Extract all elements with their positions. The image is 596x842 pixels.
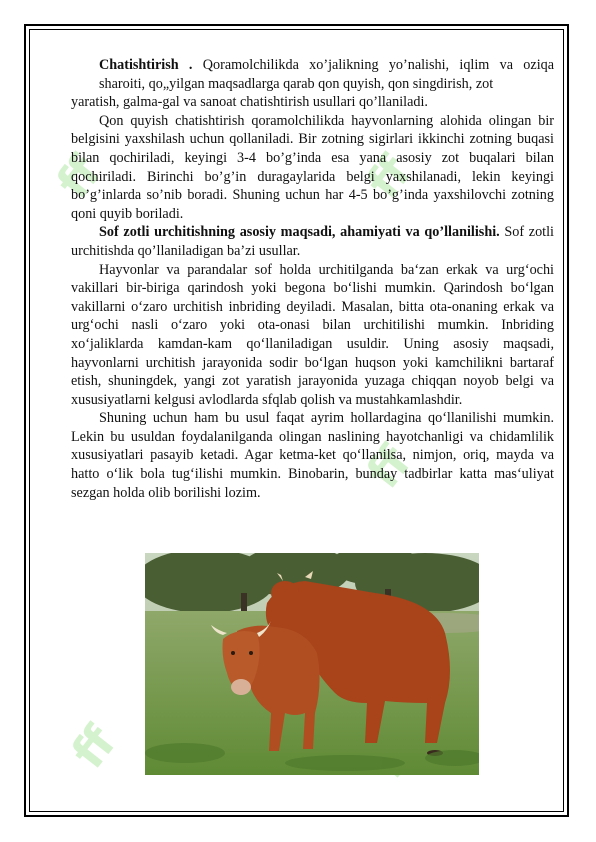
watermark-logo: ff	[355, 435, 422, 499]
paragraph-sof-zotli	[71, 223, 554, 260]
paragraph-text: Sof zotli urchitishda qo’llaniladigan ba’zi usullar.	[71, 224, 554, 259]
paragraph-qon-quyish: Qon quyish chatishtirish qoramolchilikda hayvonlarning alohida olingan bir belgisini yaxshilash uchun qollaniladi. Bir zotning sigirlari ikkinchi zotning buqasi bilan qochiriladi, keyingi 3-4 bo’g’inda esa yana asosiy zot buqalari bilan qochiriladi. Birinchi bo’g’in duragaylarida belgi yaxshilanadi, lekin keyingi bo’g’inlarda so’nib boradi. Shuning uchun har 4-5 bo’g’inda yaxshilovchi zotning qoni quyib boriladi.	[71, 112, 554, 222]
section-heading-chatishtirish: Chatishtirish .	[99, 57, 193, 73]
bulls-illustration	[145, 553, 479, 775]
paragraph-chatishtirish-rest: yaratish, galma-gal va sanoat chatishtirish usullari qo’llaniladi.	[71, 94, 428, 111]
bulls-photo	[145, 553, 479, 775]
paragraph-chatishtirish-first	[71, 56, 554, 93]
article-body	[71, 56, 554, 502]
watermark-logo: ff	[45, 145, 112, 209]
watermark-logo: ff	[355, 145, 422, 209]
paragraph-text: Qoramolchilikda xo’jalikning yo’nalishi, iqlim va oziqa sharoiti, qo„yilgan maqsadlarga qarab qon quyish, qon singdirish, zot	[99, 57, 555, 92]
paragraph-inbriding: Hayvonlar va parandalar sof holda urchitilganda ba‘zan erkak va urg‘ochi vakillari bir-biriga qarindosh yoki begona bo‘lishi mumkin. Qarindosh bo‘lgan vakillarni o‘zaro urchitish inbriding deyiladi. Masalan, bitta ota-onaning erkak va urg‘ochi nasli o‘zaro yoki ota-onasi bilan urchitilishi mumkin. Inbriding xo‘jaliklarda kamdan-kam qo‘llaniladigan usuldir. Uning asosiy maqsadi, hayvonlarni urchitish jarayonida sodir bo‘lgan huqson yoki kamchilikni bartaraf etish, shuningdek, yangi zot yaratish jarayonida yuzaga chiqqan noyob belgi va xususiyatlarni kelgusi avlodlarda sfqlab qolish va mustahkamlashdir.	[71, 261, 554, 408]
paragraph-shuning-uchun: Shuning uchun ham bu usul faqat ayrim hollardagina qo‘llanilishi mumkin. Lekin bu usuldan foydalanilganda olingan naslining hayotchanligi va chidamlilik xususiyatlari pasayib ketadi. Agar ketma-ket qo‘llanilsa, nimjon, oriq, mayda va hatto o‘lik bola tug‘ilishi mumkin. Binobarin, bunday tadbirlar katta mas‘uliyat sezgan holda olib borilishi lozim.	[71, 410, 554, 501]
watermark-logo: ff	[60, 715, 127, 779]
section-heading-sof-zotli: Sof zotli urchitishning asosiy maqsadi, ahamiyati va qo’llanilishi.	[99, 224, 500, 241]
